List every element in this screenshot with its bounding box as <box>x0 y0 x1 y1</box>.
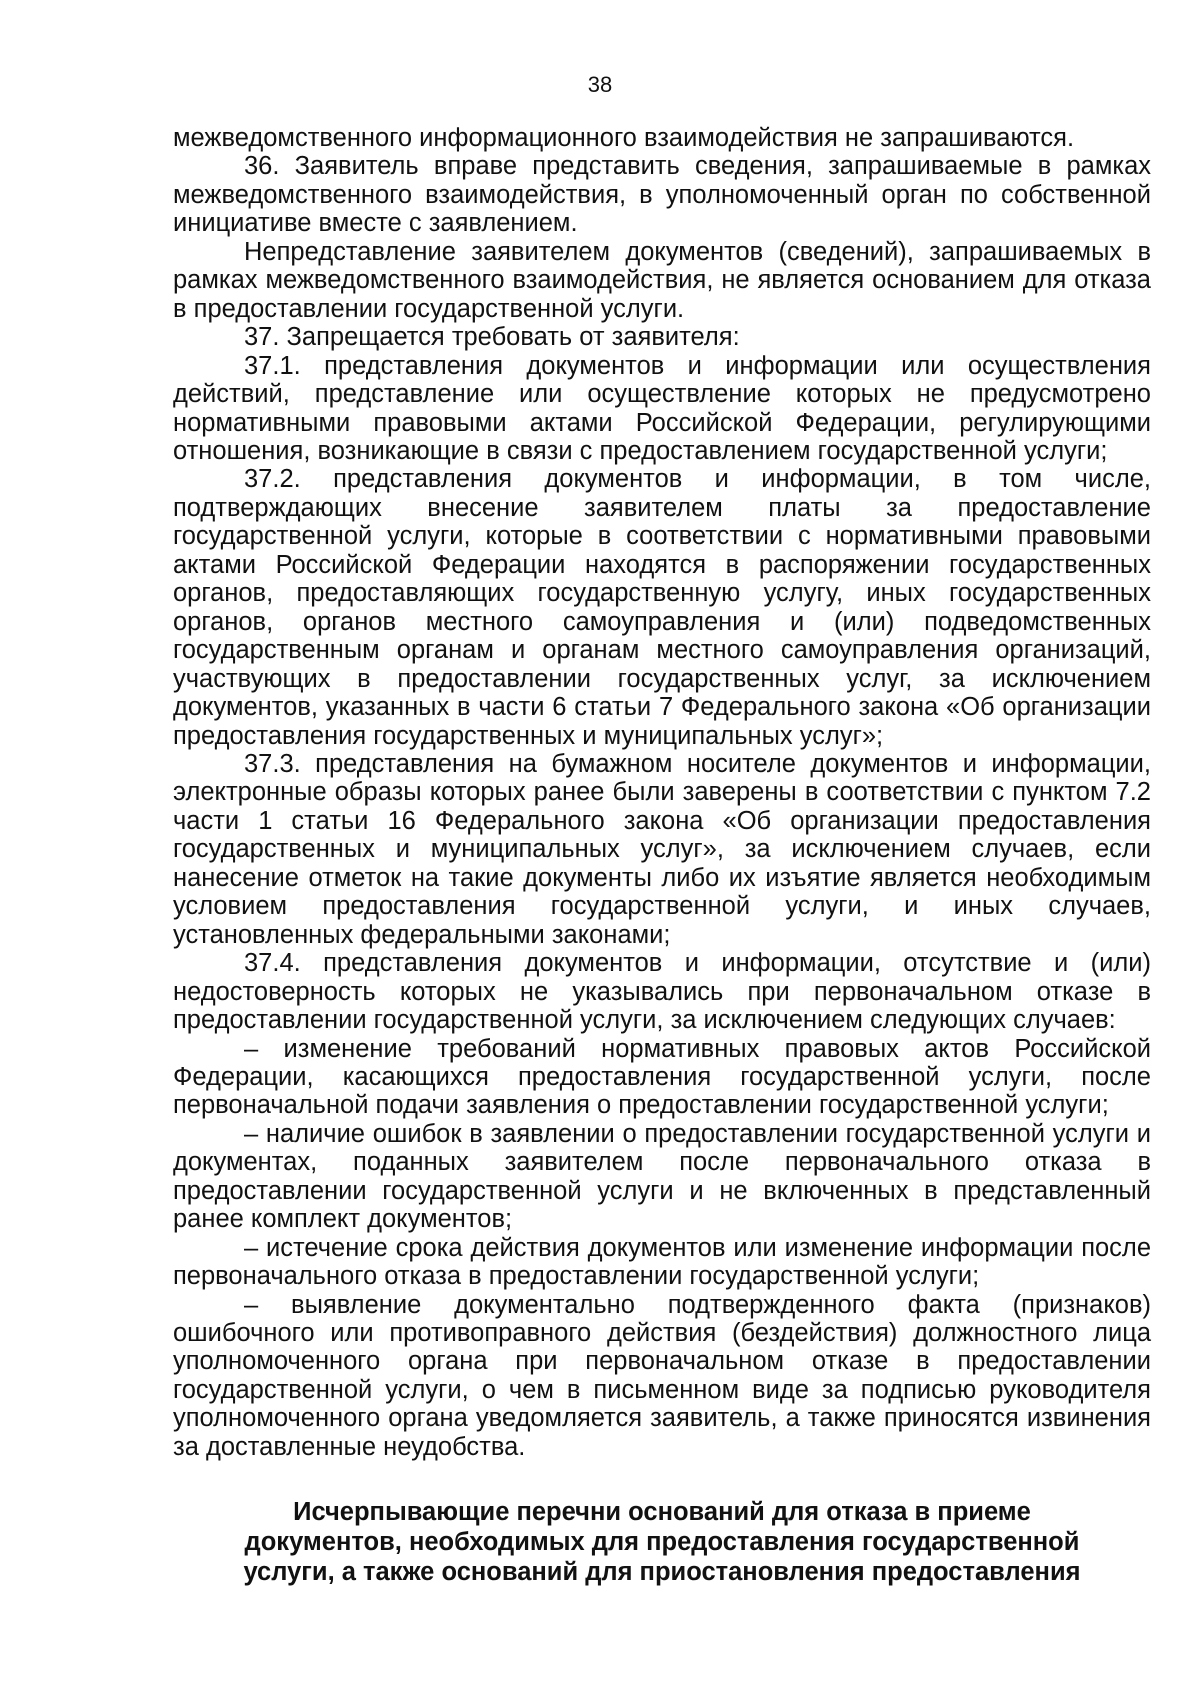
paragraph-37: 37. Запрещается требовать от заявителя: <box>244 323 740 352</box>
list-item-expiry: – истечение срока действия документов или изменение информации после первоначального отказа в предоставлении государственной услуги; <box>173 1233 1151 1291</box>
heading-line: документов, необходимых для предоставления государственной <box>244 1528 1080 1556</box>
page-number: 38 <box>587 72 613 97</box>
paragraph-continuation: межведомственного информационного взаимодействия не запрашиваются. <box>173 124 1075 152</box>
list-item-errors: – наличие ошибок в заявлении о предоставлении государственной услуги и документах, поданных заявителем после первоначального отказа в предоставлении государственной услуги и не включенных в представленный ранее комплект документов; <box>173 1119 1151 1234</box>
heading-line: Исчерпывающие перечни оснований для отказа в приеме <box>293 1498 1031 1526</box>
paragraph-36: 36. Заявитель вправе представить сведения, запрашиваемые в рамках межведомственного взаимодействия, в уполномоченный орган по собственной инициативе вместе с заявлением. <box>173 152 1151 238</box>
list-item-wrongful-action: – выявление документально подтвержденного факта (признаков) ошибочного или противоправного действия (бездействия) должностного лица уполномоченного органа при первоначальном отказе в предоставлении государственной услуги, о чем в письменном виде за подписью руководителя уполномоченного органа уведомляется заявитель, а также приносятся извинения за доставленные неудобства. <box>173 1290 1151 1461</box>
paragraph-37-2: 37.2. представления документов и информации, в том числе, подтверждающих внесение заявителем платы за предоставление государственной услуги, которые в соответствии с нормативными правовыми актами Российской Федерации находятся в распоряжении государственных органов, предоставляющих государственную услугу, иных государственных органов, органов местного самоуправления и (или) подведомственных государственным органам и органам местного самоуправления организаций, участвующих в предоставлении государственных услуг, за исключением документов, указанных в части 6 статьи 7 Федерального закона «Об организации предоставления государственных и муниципальных услуг»; <box>173 465 1151 750</box>
paragraph-non-submission: Непредставление заявителем документов (сведений), запрашиваемых в рамках межведомственного взаимодействия, не является основанием для отказа в предоставлении государственной услуги. <box>173 237 1151 323</box>
body-text <box>173 124 1151 1461</box>
heading-line: услуги, а также оснований для приостановления предоставления <box>243 1558 1081 1586</box>
section-heading <box>173 1497 1151 1587</box>
paragraph-37-3: 37.3. представления на бумажном носителе документов и информации, электронные образы которых ранее были заверены в соответствии с пунктом 7.2 части 1 статьи 16 Федерального закона «Об организации предоставления государственных и муниципальных услуг», за исключением случаев, если нанесение отметок на такие документы либо их изъятие является необходимым условием предоставления государственной услуги, и иных случаев, установленных федеральными законами; <box>173 749 1151 949</box>
paragraph-37-1: 37.1. представления документов и информации или осуществления действий, представление или осуществление которых не предусмотрено нормативными правовыми актами Российской Федерации, регулирующими отношения, возникающие в связи с предоставлением государственной услуги; <box>173 351 1151 465</box>
list-item-requirements-change: – изменение требований нормативных правовых актов Российской Федерации, касающихся предоставления государственной услуги, после первоначальной подачи заявления о предоставлении государственной услуги; <box>173 1034 1151 1120</box>
paragraph-37-4: 37.4. представления документов и информации, отсутствие и (или) недостоверность которых не указывались при первоначальном отказе в предоставлении государственной услуги, за исключением следующих случаев: <box>173 949 1151 1035</box>
